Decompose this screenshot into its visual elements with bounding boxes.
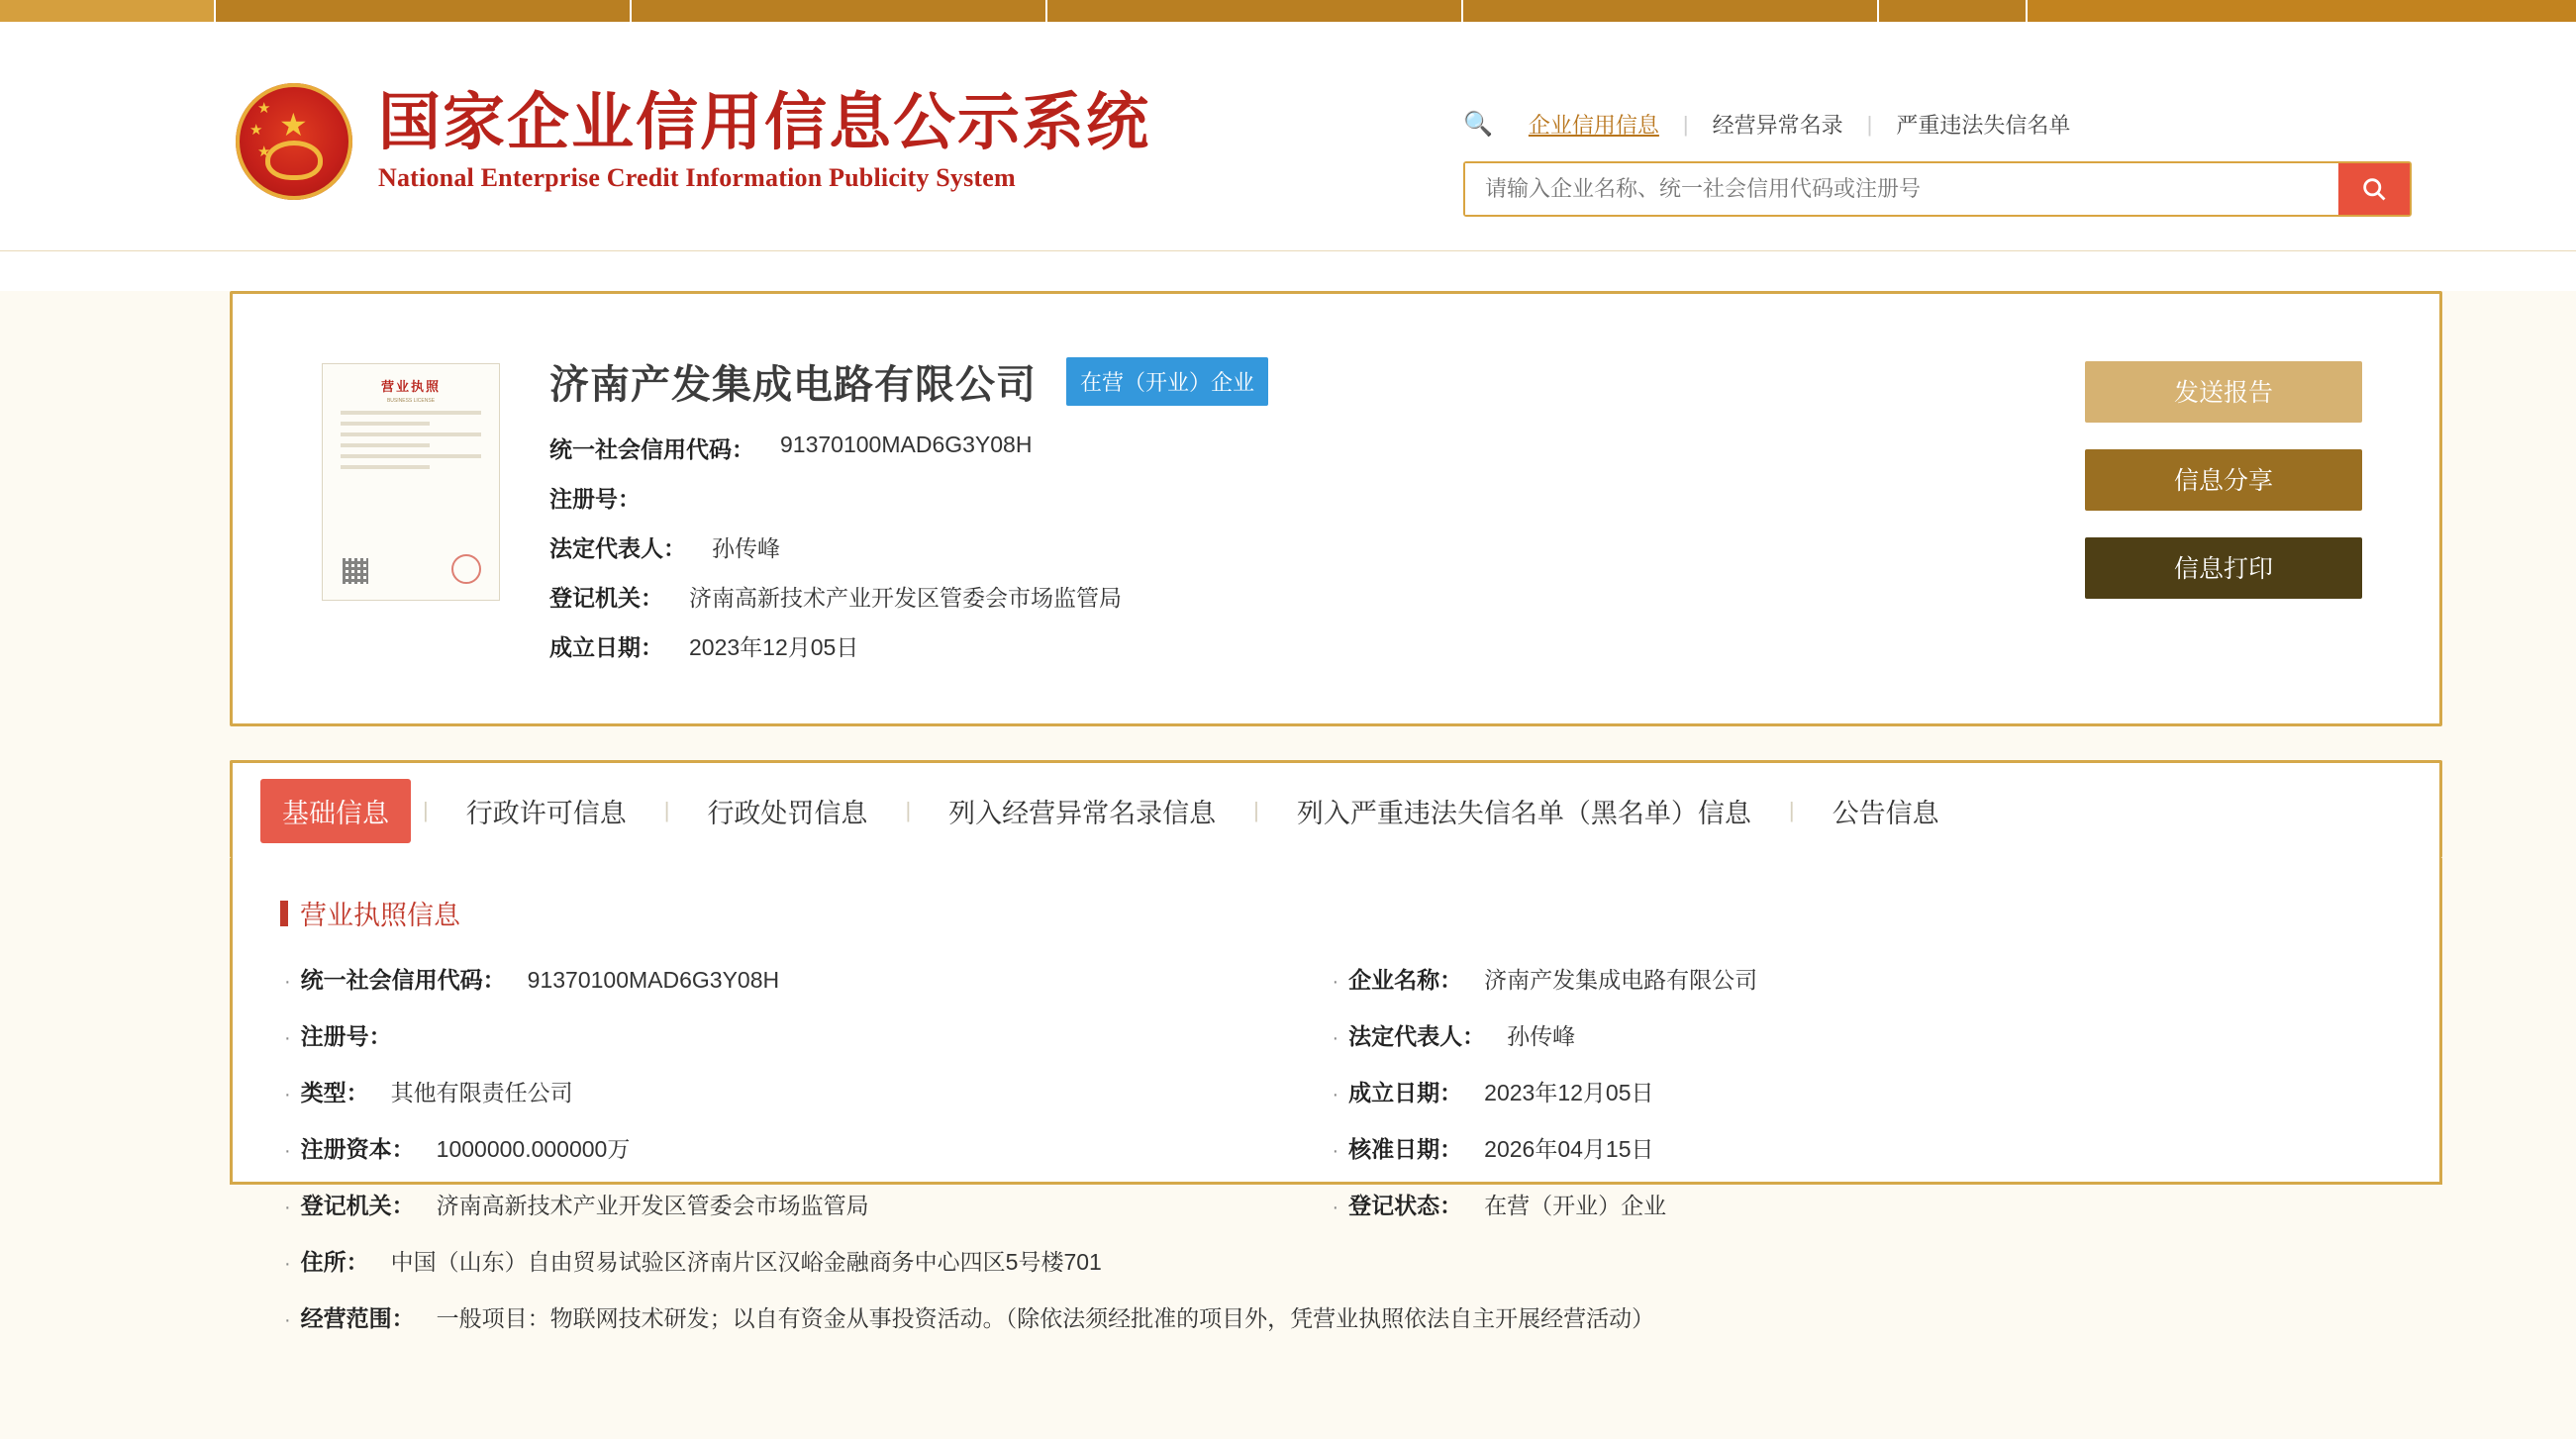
field-label: 企业名称：	[1348, 967, 1463, 993]
tab-serious-violation-list[interactable]: 列入严重违法失信名单（黑名单）信息	[1296, 798, 1751, 828]
tab-bar-card	[230, 760, 2442, 858]
field-value: 中国（山东）自由贸易试验区济南片区汉峪金融商务中心四区5号楼701	[390, 1249, 1102, 1275]
bullet-icon: ·	[1332, 1197, 1339, 1218]
section-title	[280, 894, 2439, 932]
field-label: 注册号：	[549, 486, 641, 512]
browser-tab[interactable]	[216, 0, 632, 22]
bullet-icon: ·	[1332, 971, 1339, 993]
field-value: 孙传峰	[1507, 1023, 1576, 1049]
page-body	[0, 291, 2576, 1439]
search-icon	[2360, 175, 2388, 203]
field-label: 法定代表人：	[549, 535, 686, 561]
bullet-icon: ·	[284, 1027, 291, 1049]
section-title-text: 营业执照信息	[300, 901, 460, 930]
bullet-icon: ·	[284, 1253, 291, 1275]
tab-divider: |	[905, 798, 912, 822]
bullet-icon: ·	[284, 1140, 291, 1162]
field-label: 统一社会信用代码：	[549, 436, 754, 462]
field-value: 91370100MAD6G3Y08H	[527, 967, 780, 993]
browser-tab[interactable]	[1879, 0, 2028, 22]
tab-basic-info[interactable]: 基础信息	[260, 779, 411, 843]
company-name: 济南产发集成电路有限公司	[549, 363, 1037, 407]
bullet-icon: ·	[1332, 1140, 1339, 1162]
field-value: 2023年12月05日	[689, 634, 859, 660]
print-info-button[interactable]: 信息打印	[2085, 537, 2362, 599]
tab-administrative-penalty[interactable]: 行政处罚信息	[707, 798, 868, 828]
qr-code-icon	[343, 558, 368, 584]
field-value: 2026年04月15日	[1484, 1136, 1654, 1162]
field-value: 一般项目：物联网技术研发；以自有资金从事投资活动。（除依法须经批准的项目外，凭营业执照依法自主开展经营活动）	[436, 1305, 1655, 1331]
field-label: 登记机关：	[549, 585, 663, 611]
bullet-icon: ·	[1332, 1027, 1339, 1049]
field-label: 经营范围：	[300, 1305, 415, 1331]
business-license-thumbnail[interactable]	[322, 363, 500, 601]
license-thumb-line	[341, 454, 481, 458]
bullet-icon: ·	[284, 971, 291, 993]
business-license-detail-panel	[230, 858, 2442, 1331]
nav-link-serious-violation-list[interactable]: 严重违法失信名单	[1896, 113, 2071, 138]
company-summary-card	[230, 291, 2442, 726]
tab-divider: |	[423, 798, 429, 822]
detail-row	[284, 1018, 1333, 1051]
detail-row	[1333, 1075, 2381, 1107]
detail-row	[284, 1188, 1333, 1220]
browser-tab-strip	[0, 0, 2576, 22]
field-value: 济南高新技术产业开发区管委会市场监管局	[436, 1193, 869, 1218]
field-label: 核准日期：	[1348, 1136, 1463, 1162]
nav-link-enterprise-credit[interactable]: 企业信用信息	[1528, 113, 1659, 138]
nav-divider: |	[1682, 111, 1689, 137]
official-seal-icon	[451, 554, 481, 584]
tab-announcement-info[interactable]: 公告信息	[1832, 798, 1939, 828]
detail-row	[1333, 1188, 2381, 1220]
browser-tab[interactable]	[1047, 0, 1463, 22]
site-brand[interactable]	[236, 83, 1150, 200]
star-small-icon: ★	[257, 144, 271, 160]
license-thumb-line	[341, 432, 481, 436]
section-marker-icon	[280, 901, 288, 926]
status-badge: 在营（开业）企业	[1066, 357, 1268, 406]
field-value: 1000000.000000万	[436, 1136, 631, 1162]
field-label: 类型：	[300, 1080, 369, 1105]
field-value: 济南高新技术产业开发区管委会市场监管局	[689, 585, 1122, 611]
header-right	[1463, 109, 2433, 217]
tab-abnormal-operation-list[interactable]: 列入经营异常名录信息	[948, 798, 1217, 828]
search-bar	[1463, 161, 2412, 217]
detail-grid	[233, 962, 2439, 1333]
bullet-icon: ·	[1332, 1084, 1339, 1105]
field-value: 济南产发集成电路有限公司	[1484, 967, 1758, 993]
star-small-icon: ★	[257, 100, 271, 117]
national-emblem-icon	[236, 83, 352, 200]
search-input[interactable]	[1465, 163, 2338, 215]
tab-divider: |	[1788, 798, 1795, 822]
browser-tab[interactable]	[632, 0, 1047, 22]
tab-bar	[233, 763, 2439, 858]
field-value: 孙传峰	[712, 535, 780, 561]
detail-row	[1333, 1018, 2381, 1051]
tab-administrative-license[interactable]: 行政许可信息	[465, 798, 627, 828]
company-info-row	[549, 629, 2439, 662]
detail-row	[284, 1300, 2380, 1333]
gear-wheat-icon	[265, 141, 323, 180]
field-value: 其他有限责任公司	[390, 1080, 573, 1105]
browser-tab-empty-area	[2028, 0, 2576, 22]
field-label: 法定代表人：	[1348, 1023, 1486, 1049]
nav-divider: |	[1866, 111, 1873, 137]
field-label: 成立日期：	[549, 634, 663, 660]
detail-row	[1333, 962, 2381, 995]
field-value: 在营（开业）企业	[1484, 1193, 1667, 1218]
browser-tab[interactable]	[1463, 0, 1879, 22]
bullet-icon: ·	[284, 1309, 291, 1331]
bullet-icon: ·	[284, 1084, 291, 1105]
search-button[interactable]	[2338, 163, 2410, 215]
tab-divider: |	[663, 798, 670, 822]
company-action-buttons	[2085, 361, 2362, 625]
field-label: 注册号：	[300, 1023, 392, 1049]
bullet-icon: ·	[284, 1197, 291, 1218]
site-title-en: National Enterprise Credit Information Publicity System	[378, 163, 1016, 193]
site-header	[0, 22, 2576, 251]
search-icon: 🔍	[1463, 111, 1493, 138]
detail-row	[284, 962, 1333, 995]
field-label: 登记状态：	[1348, 1193, 1463, 1218]
send-report-button[interactable]: 发送报告	[2085, 361, 2362, 423]
field-value: 2023年12月05日	[1484, 1080, 1654, 1105]
browser-tab-active[interactable]	[0, 0, 216, 22]
star-large-icon: ★	[279, 107, 308, 143]
field-label: 注册资本：	[300, 1136, 415, 1162]
detail-row	[1333, 1131, 2381, 1164]
license-thumb-line	[341, 465, 430, 469]
star-small-icon: ★	[249, 122, 263, 139]
license-thumb-line	[341, 422, 430, 426]
license-thumb-subtitle: BUSINESS LICENSE	[386, 398, 436, 404]
nav-link-abnormal-list[interactable]: 经营异常名录	[1712, 113, 1843, 138]
field-label: 住所：	[300, 1249, 369, 1275]
detail-row	[284, 1244, 2380, 1277]
field-label: 统一社会信用代码：	[300, 967, 506, 993]
license-thumb-title: 营业执照	[380, 379, 441, 394]
field-label: 登记机关：	[300, 1193, 415, 1218]
share-info-button[interactable]: 信息分享	[2085, 449, 2362, 511]
tab-divider: |	[1253, 798, 1259, 822]
site-title-cn: 国家企业信用信息公示系统	[378, 85, 1150, 158]
detail-row	[284, 1131, 1333, 1164]
field-value: 91370100MAD6G3Y08H	[780, 432, 1033, 457]
field-label: 成立日期：	[1348, 1080, 1463, 1105]
license-thumb-line	[341, 411, 481, 415]
license-thumb-line	[341, 443, 430, 447]
detail-row	[284, 1075, 1333, 1107]
header-nav	[1463, 109, 2433, 140]
